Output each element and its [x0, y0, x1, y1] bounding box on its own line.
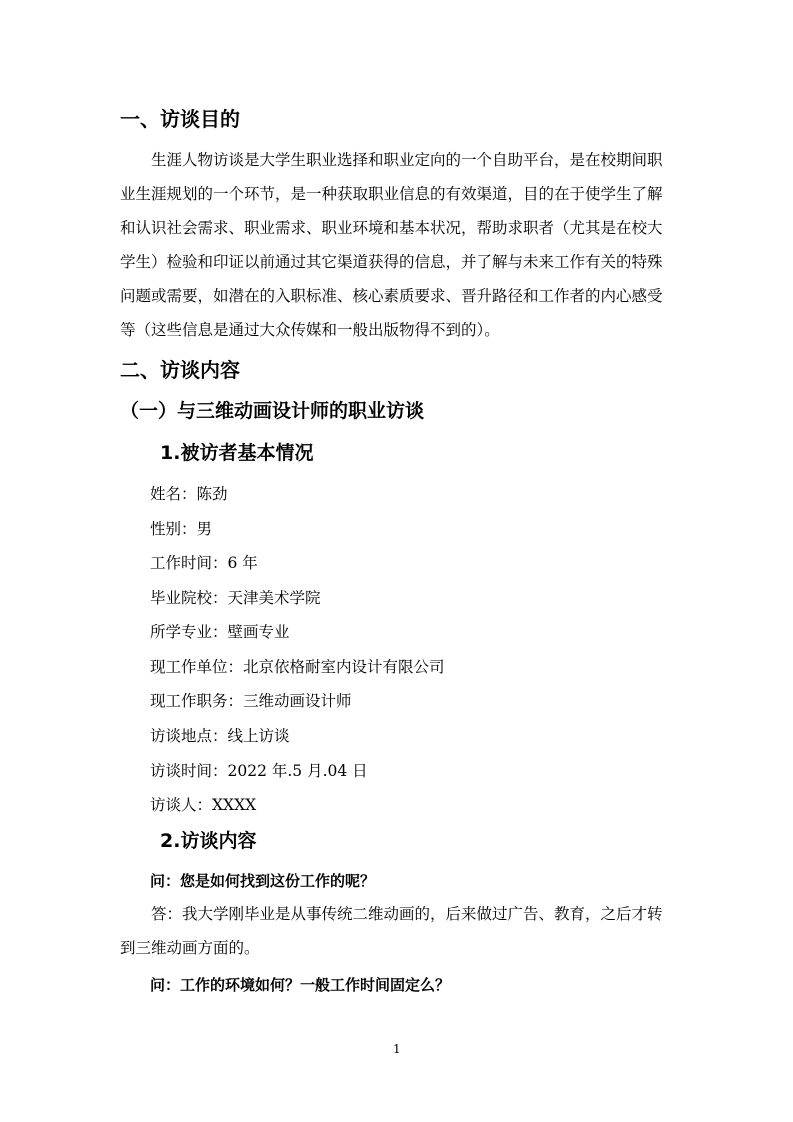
info-gender: 性别：男: [150, 520, 213, 538]
paragraph-line: 和认识社会需求、职业需求、职业环境和基本状况，帮助求职者（尤其是在校大: [120, 219, 663, 237]
paragraph-line: 生涯人物访谈是大学生职业选择和职业定向的一个自助平台，是在校期间职: [151, 151, 663, 169]
info-location: 访谈地点：线上访谈: [150, 727, 290, 745]
paragraph-line: 学生）检验和印证以前通过其它渠道获得的信息，并了解与未来工作有关的特殊: [120, 253, 663, 271]
info-school: 毕业院校：天津美术学院: [150, 589, 321, 607]
part2-title: 2.访谈内容: [160, 830, 257, 852]
paragraph-line: 等（这些信息是通过大众传媒和一般出版物得不到的）。: [120, 321, 500, 339]
page-number: 1: [393, 1042, 401, 1056]
question-2: 问：工作的环境如何？一般工作时间固定么？: [150, 976, 451, 994]
paragraph-line: 业生涯规划的一个环节，是一种获取职业信息的有效渠道，目的在于使学生了解: [120, 185, 663, 203]
info-interviewer: 访谈人：XXXX: [150, 796, 257, 814]
section2-subtitle: （一）与三维动画设计师的职业访谈: [120, 400, 425, 422]
info-name: 姓名：陈劲: [150, 485, 228, 503]
answer-1: [120, 897, 680, 965]
section2-title: 二、访谈内容: [120, 358, 240, 382]
info-position: 现工作职务：三维动画设计师: [150, 692, 352, 710]
answer-line: 到三维动画方面的。: [120, 939, 260, 957]
section1-title: 一、访谈目的: [120, 107, 240, 131]
info-work-time: 工作时间：6 年: [150, 554, 258, 572]
section1-paragraph: [120, 143, 680, 347]
paragraph-line: 问题或需要，如潜在的入职标准、核心素质要求、晋升路径和工作者的内心感受: [120, 287, 663, 305]
info-date: 访谈时间：2022 年.5 月.04 日: [150, 762, 368, 780]
answer-line: 答：我大学刚毕业是从事传统二维动画的，后来做过广告、教育，之后才转: [151, 905, 663, 923]
part1-title: 1.被访者基本情况: [160, 442, 314, 464]
info-major: 所学专业：壁画专业: [150, 623, 290, 641]
info-employer: 现工作单位：北京依格耐室内设计有限公司: [150, 658, 445, 676]
question-1: 问：您是如何找到这份工作的呢？: [150, 872, 376, 890]
